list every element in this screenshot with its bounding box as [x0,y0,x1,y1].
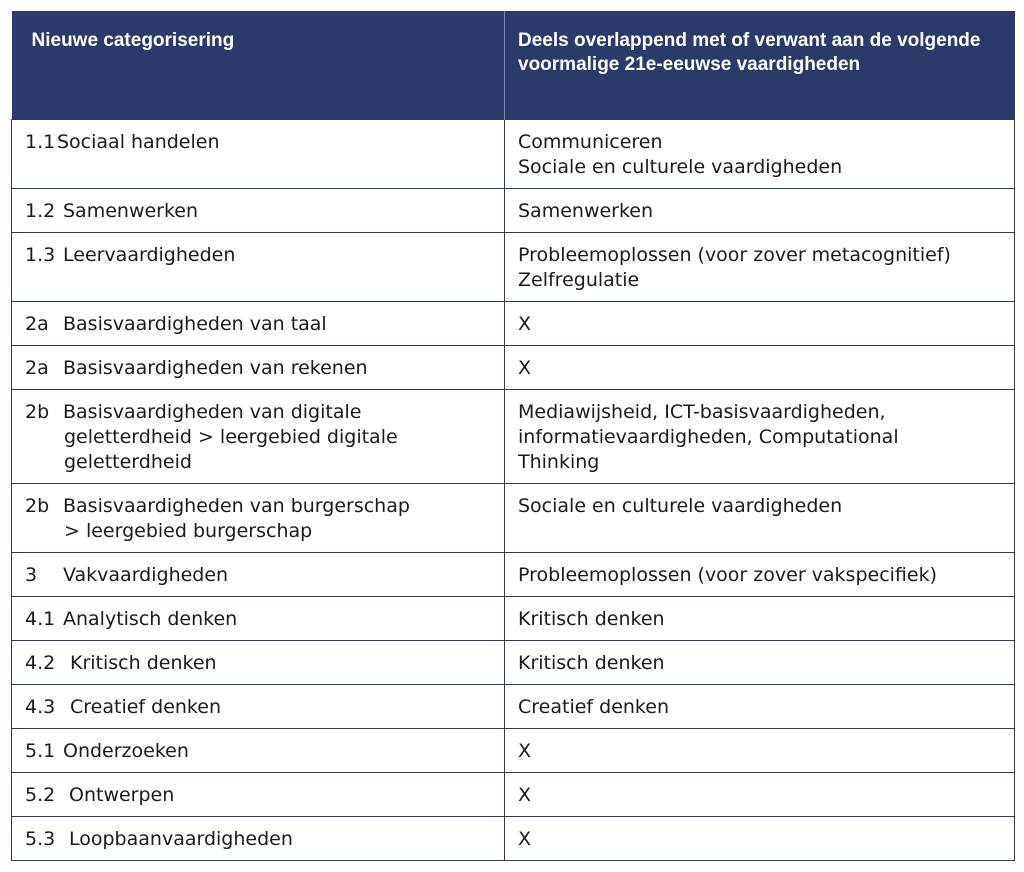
table-row [12,552,1015,596]
related-skill-text: X [518,783,532,806]
category-label: Analytisch denken [63,607,238,630]
related-skills-cell [505,188,1015,232]
related-skill-text: Probleemoplossen (voor zover vakspecifiek) [518,563,938,586]
related-skills-cell [505,728,1015,772]
related-skill-text: Zelfregulatie [518,268,640,291]
related-skill-text: Kritisch denken [518,651,665,674]
skills-table [11,11,1015,861]
category-number: 2b [25,494,50,517]
category-cell [12,552,505,596]
category-number: 5.3 [25,827,56,850]
category-cell [12,188,505,232]
table-row [12,728,1015,772]
category-label: Basisvaardigheden van digitale [63,400,362,423]
table-row [12,684,1015,728]
category-label-continued: geletterdheid [64,450,192,473]
related-skills-cell [505,772,1015,816]
category-number: 5.1 [25,739,56,762]
table-row [12,345,1015,389]
related-skill-text: Thinking [518,450,600,473]
related-skills-cell [505,483,1015,552]
category-cell [12,232,505,301]
related-skills-cell [505,640,1015,684]
category-label-continued: > leergebied burgerschap [64,519,313,542]
table-row [12,483,1015,552]
category-label: Vakvaardigheden [63,563,229,586]
related-skills-cell [505,301,1015,345]
table-row [12,232,1015,301]
category-cell [12,596,505,640]
category-cell [12,483,505,552]
category-label: Basisvaardigheden van taal [63,312,327,335]
category-number: 5.2 [25,783,56,806]
related-skill-text: Samenwerken [518,199,654,222]
category-label: Loopbaanvaardigheden [69,827,293,850]
related-skills-cell [505,232,1015,301]
header-related-skills: Deels overlappend met of verwant aan de volgende voormalige 21e-eeuwse vaardigheden [505,11,1015,119]
related-skills-cell [505,816,1015,860]
related-skill-text: X [518,739,532,762]
related-skills-cell [505,596,1015,640]
table-row [12,816,1015,860]
header-row [12,11,1015,119]
category-label: Basisvaardigheden van burgerschap [63,494,410,517]
related-skills-cell [505,345,1015,389]
table-header [12,11,1015,119]
table-row [12,188,1015,232]
category-number: 4.1 [25,607,56,630]
category-number: 1.2 [25,199,56,222]
category-label: Kritisch denken [70,651,217,674]
related-skill-text: Sociale en culturele vaardigheden [518,155,843,178]
related-skill-text: Creatief denken [518,695,669,718]
table-row [12,640,1015,684]
category-cell [12,119,505,188]
category-number: 2b [25,400,50,423]
category-label-continued: geletterdheid > leergebied digitale [64,425,398,448]
category-cell [12,772,505,816]
related-skill-text: Communiceren [518,130,663,153]
category-label: Leervaardigheden [63,243,236,266]
category-number: 3 [25,563,38,586]
table-row [12,119,1015,188]
related-skill-text: X [518,827,532,850]
related-skill-text: Probleemoplossen (voor zover metacognitief) [518,243,951,266]
category-cell [12,301,505,345]
related-skills-cell [505,119,1015,188]
category-number: 4.2 [25,651,56,674]
category-label: Onderzoeken [63,739,189,762]
related-skill-text: Mediawijsheid, ICT-basisvaardigheden, [518,400,886,423]
category-cell [12,816,505,860]
category-number: 4.3 [25,695,56,718]
header-new-categorisation: Nieuwe categorisering [12,11,505,119]
category-cell [12,389,505,483]
skills-table-container [11,11,1014,861]
category-label: Ontwerpen [69,783,175,806]
table-row [12,389,1015,483]
related-skill-text: Sociale en culturele vaardigheden [518,494,843,517]
table-body [12,119,1015,860]
related-skill-text: informatievaardigheden, Computational [518,425,899,448]
category-number: 2a [25,312,49,335]
related-skills-cell [505,389,1015,483]
category-cell [12,728,505,772]
category-number: 1.3 [25,243,56,266]
category-label: Creatief denken [70,695,221,718]
table-row [12,596,1015,640]
category-cell [12,684,505,728]
category-label: Sociaal handelen [57,130,220,153]
category-number: 1.1 [25,130,56,153]
category-label: Samenwerken [63,199,199,222]
table-row [12,772,1015,816]
related-skill-text: X [518,356,532,379]
category-cell [12,640,505,684]
related-skill-text: Kritisch denken [518,607,665,630]
related-skills-cell [505,552,1015,596]
related-skills-cell [505,684,1015,728]
related-skill-text: X [518,312,532,335]
table-row [12,301,1015,345]
category-cell [12,345,505,389]
category-label: Basisvaardigheden van rekenen [63,356,368,379]
category-number: 2a [25,356,49,379]
